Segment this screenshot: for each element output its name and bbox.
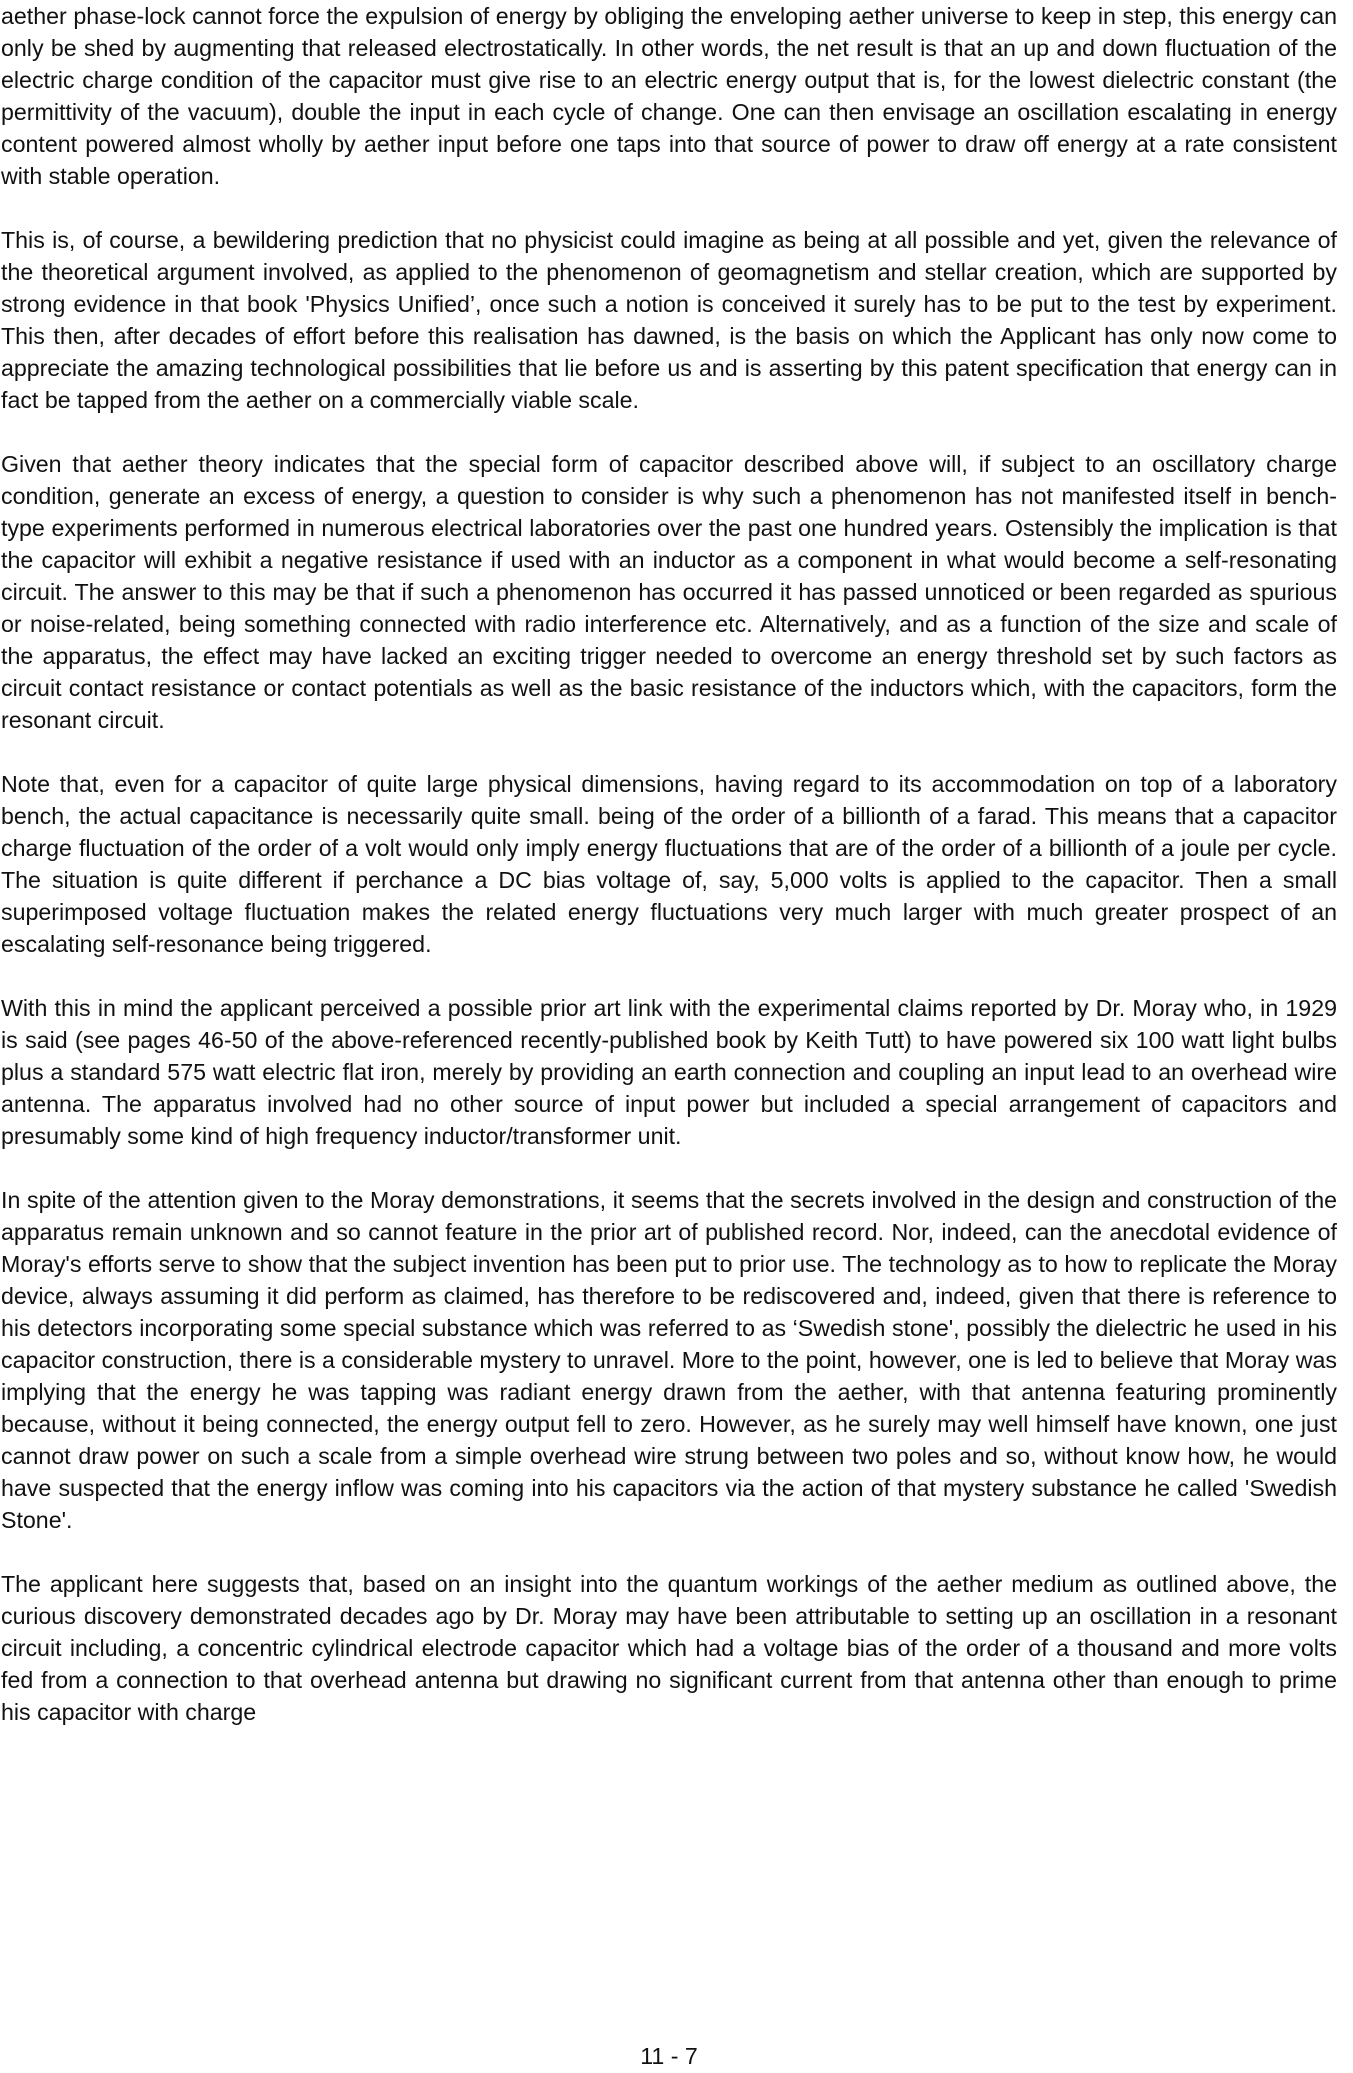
page-number: 11 - 7 — [640, 2043, 698, 2069]
paragraph-2: This is, of course, a bewildering prediction that no physicist could imagine as being at all possible and yet, given the relevance of the theoretical argument involved, as applied to the phenomenon of geomagnetism and stellar creation, which are supported by strong evidence in that book 'Physics Unified’, once such a notion is conceived it surely has to be put to the test by experiment. This then, after decades of effort before this realisation has dawned, is the basis on which the Applicant has only now come to appreciate the amazing technological possibilities that lie before us and is asserting by this patent specification that energy can in fact be tapped from the aether on a commercially viable scale. — [1, 227, 1337, 413]
paragraph-3: Given that aether theory indicates that the special form of capacitor described above will, if subject to an oscillatory charge condition, generate an excess of energy, a question to consider is why such a phenomenon has not manifested itself in bench-type experiments performed in numerous electrical laboratories over the past one hundred years. Ostensibly the implication is that the capacitor will exhibit a negative resistance if used with an inductor as a component in what would become a self-resonating circuit. The answer to this may be that if such a phenomenon has occurred it has passed unnoticed or been regarded as spurious or noise-related, being something connected with radio interference etc. Alternatively, and as a function of the size and scale of the apparatus, the effect may have lacked an exciting trigger needed to overcome an energy threshold set by such factors as circuit contact resistance or contact potentials as well as the basic resistance of the inductors which, with the capacitors, form the resonant circuit. — [1, 451, 1337, 733]
paragraph-1: aether phase-lock cannot force the expulsion of energy by obliging the enveloping aether universe to keep in step, this energy can only be shed by augmenting that released electrostatically. In other words, the net result is that an up and down fluctuation of the electric charge condition of the capacitor must give rise to an electric energy output that is, for the lowest dielectric constant (the permittivity of the vacuum), double the input in each cycle of change. One can then envisage an oscillation escalating in energy content powered almost wholly by aether input before one taps into that source of power to draw off energy at a rate consistent with stable operation. — [1, 3, 1337, 189]
document-body — [1, 0, 1337, 1760]
paragraph-5: With this in mind the applicant perceived a possible prior art link with the experimental claims reported by Dr. Moray who, in 1929 is said (see pages 46-50 of the above-referenced recently-published book by Keith Tutt) to have powered six 100 watt light bulbs plus a standard 575 watt electric flat iron, merely by providing an earth connection and coupling an input lead to an overhead wire antenna. The apparatus involved had no other source of input power but included a special arrangement of capacitors and presumably some kind of high frequency inductor/transformer unit. — [1, 995, 1337, 1149]
paragraph-7: The applicant here suggests that, based on an insight into the quantum workings of the aether medium as outlined above, the curious discovery demonstrated decades ago by Dr. Moray may have been attributable to setting up an oscillation in a resonant circuit including, a concentric cylindrical electrode capacitor which had a voltage bias of the order of a thousand and more volts fed from a connection to that overhead antenna but drawing no significant current from that antenna other than enough to prime his capacitor with charge — [1, 1571, 1337, 1725]
paragraph-6: In spite of the attention given to the Moray demonstrations, it seems that the secrets involved in the design and construction of the apparatus remain unknown and so cannot feature in the prior art of published record. Nor, indeed, can the anecdotal evidence of Moray's efforts serve to show that the subject invention has been put to prior use. The technology as to how to replicate the Moray device, always assuming it did perform as claimed, has therefore to be rediscovered and, indeed, given that there is reference to his detectors incorporating some special substance which was referred to as ‘Swedish stone', possibly the dielectric he used in his capacitor construction, there is a considerable mystery to unravel. More to the point, however, one is led to believe that Moray was implying that the energy he was tapping was radiant energy drawn from the aether, with that antenna featuring prominently because, without it being connected, the energy output fell to zero. However, as he surely may well himself have known, one just cannot draw power on such a scale from a simple overhead wire strung between two poles and so, without know how, he would have suspected that the energy inflow was coming into his capacitors via the action of that mystery substance he called 'Swedish Stone'. — [1, 1187, 1337, 1533]
paragraph-4: Note that, even for a capacitor of quite large physical dimensions, having regard to its accommodation on top of a laboratory bench, the actual capacitance is necessarily quite small. being of the order of a billionth of a farad. This means that a capacitor charge fluctuation of the order of a volt would only imply energy fluctuations that are of the order of a billionth of a joule per cycle. The situation is quite different if perchance a DC bias voltage of, say, 5,000 volts is applied to the capacitor. Then a small superimposed voltage fluctuation makes the related energy fluctuations very much larger with much greater prospect of an escalating self-resonance being triggered. — [1, 771, 1337, 957]
